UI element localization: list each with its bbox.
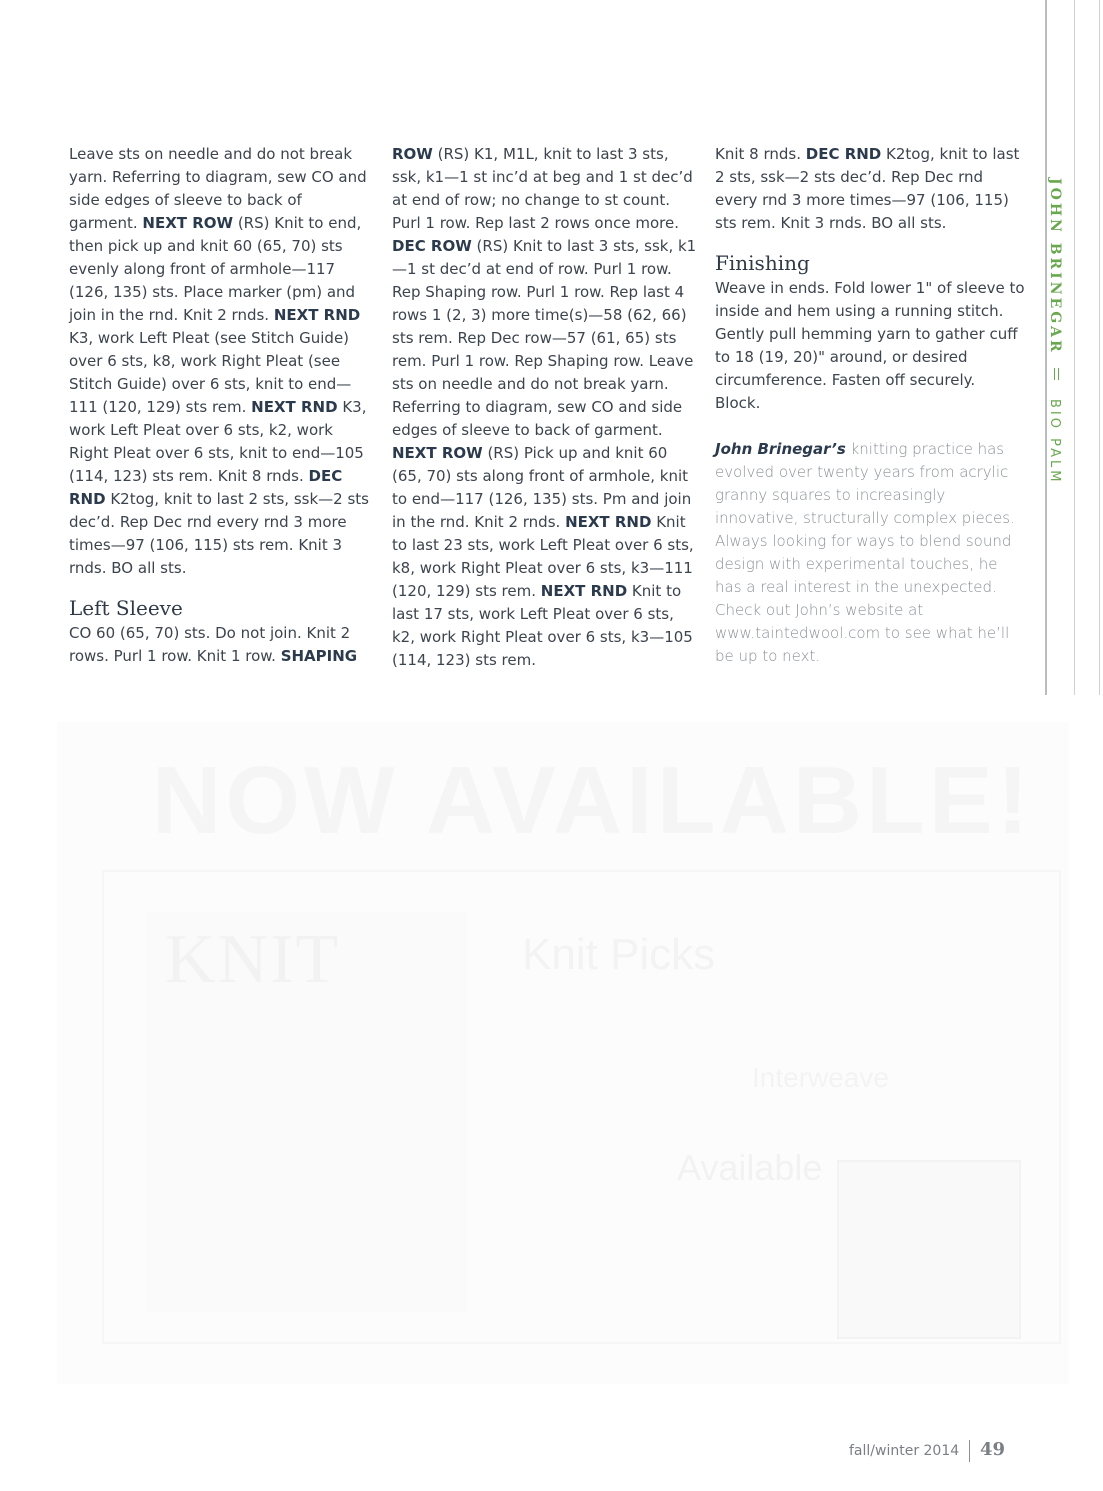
author-name: John Brinegar’s	[715, 440, 846, 458]
keyword: SHAPING	[280, 647, 358, 665]
keyword: DEC RND	[805, 145, 882, 163]
faded-advertisement	[57, 722, 1069, 1384]
keyword: DEC ROW	[392, 237, 472, 255]
spacer	[715, 415, 1025, 438]
section-heading-finishing: Finishing	[715, 251, 810, 275]
side-author-label: JOHN BRINEGAR	[1047, 178, 1063, 355]
column-3	[715, 143, 1025, 668]
keyword: NEXT RND	[251, 398, 338, 416]
keyword: NEXT ROW	[392, 444, 483, 462]
keyword: NEXT RND	[540, 582, 628, 600]
ad-brand: Knit Picks	[522, 930, 716, 979]
keyword: NEXT ROW	[142, 214, 234, 232]
ad-logo: KNIT	[165, 921, 341, 998]
side-divider	[1048, 368, 1068, 380]
side-section-label: BIO PALM	[1047, 399, 1062, 485]
paragraph: Knit 8 rnds. DEC RND K2tog, knit to last 2 sts, ssk—2 sts dec’d. Rep Dec rnd every rnd 3 more times—97 (106, 115) sts rem. Knit 3 rnds. BO all sts.	[715, 145, 1020, 232]
paragraph: Leave sts on needle and do not break yarn. Referring to diagram, sew CO and side edges of sleeve to back of garment. NEXT ROW (RS) Knit to end, then pick up and knit 60 (65, 70) sts evenly along front of armhole—117 (126, 135) sts. Place marker (pm) and join in the rnd. Knit 2 rnds. NEXT RND K3, work Left Pleat (see Stitch Guide) over 6 sts, k8, work Right Pleat (see Stitch Guide) over 6 sts, knit to end—111 (120, 129) sts rem. NEXT RND K3, work Left Pleat over 6 sts, k2, work Right Pleat over 6 sts, knit to end—105 (114, 123) sts rem. Knit 8 rnds. DEC RND K2tog, knit to last 2 sts, ssk—2 sts dec’d. Rep Dec rnd every rnd 3 more times—97 (106, 115) sts rem. Knit 3 rnds. BO all sts.	[69, 145, 369, 577]
keyword: DEC RND	[69, 467, 343, 508]
paragraph: CO 60 (65, 70) sts. Do not join. Knit 2 rows. Purl 1 row. Knit 1 row. SHAPING	[69, 624, 358, 665]
side-tab-edge	[1099, 0, 1100, 695]
ad-subbrand: Interweave	[752, 1062, 889, 1093]
section-heading-left-sleeve: Left Sleeve	[69, 596, 183, 620]
footer-issue: fall/winter 2014	[849, 1443, 960, 1459]
keyword: NEXT RND	[565, 513, 652, 531]
footer-divider	[969, 1440, 970, 1462]
paragraph: Weave in ends. Fold lower 1" of sleeve to inside and hem using a running stitch. Gently pull hemming yarn to gather cuff to 18 (19, 20)" around, or desired circumference. Fasten off securely. Block.	[715, 279, 1025, 412]
page-number: 49	[980, 1439, 1006, 1460]
column-1	[69, 143, 375, 668]
keyword: NEXT RND	[273, 306, 361, 324]
keyword: ROW	[392, 145, 433, 163]
ad-store-text: Available	[677, 1147, 823, 1188]
paragraph: ROW (RS) K1, M1L, knit to last 3 sts, ssk, k1—1 st inc’d at beg and 1 st dec’d at end of row; no change to st count. Purl 1 row. Rep last 2 rows once more. DEC ROW (RS) Knit to last 3 sts, ssk, k1—1 st dec’d at end of row. Purl 1 row. Rep Shaping row. Purl 1 row. Rep last 4 rows 1 (2, 3) more time(s)—58 (62, 66) sts rem. Rep Dec row—57 (61, 65) sts rem. Purl 1 row. Rep Shaping row. Leave sts on needle and do not break yarn. Referring to diagram, sew CO and side edges of sleeve to back of garment. NEXT ROW (RS) Pick up and knit 60 (65, 70) sts along front of armhole, knit to end—117 (126, 135) sts. Pm and join in the rnd. Knit 2 rnds. NEXT RND Knit to last 23 sts, work Left Pleat over 6 sts, k8, work Right Pleat over 6 sts, k3—111 (120, 129) sts rem. NEXT RND Knit to last 17 sts, work Left Pleat over 6 sts, k2, work Right Pleat over 6 sts, k3—105 (114, 123) sts rem.	[392, 145, 697, 669]
ad-badge	[837, 1160, 1021, 1339]
column-2	[392, 143, 698, 672]
ad-headline: NOW AVAILABLE!	[152, 747, 1033, 854]
author-bio: John Brinegar’s knitting practice has evolved over twenty years from acrylic granny squares to increasingly innovative, structurally complex pieces. Always looking for ways to blend sound design with experimental touches, he has a real interest in the unexpected. Check out John’s website at www.taintedwool.com to see what he’ll be up to next.	[715, 440, 1015, 665]
